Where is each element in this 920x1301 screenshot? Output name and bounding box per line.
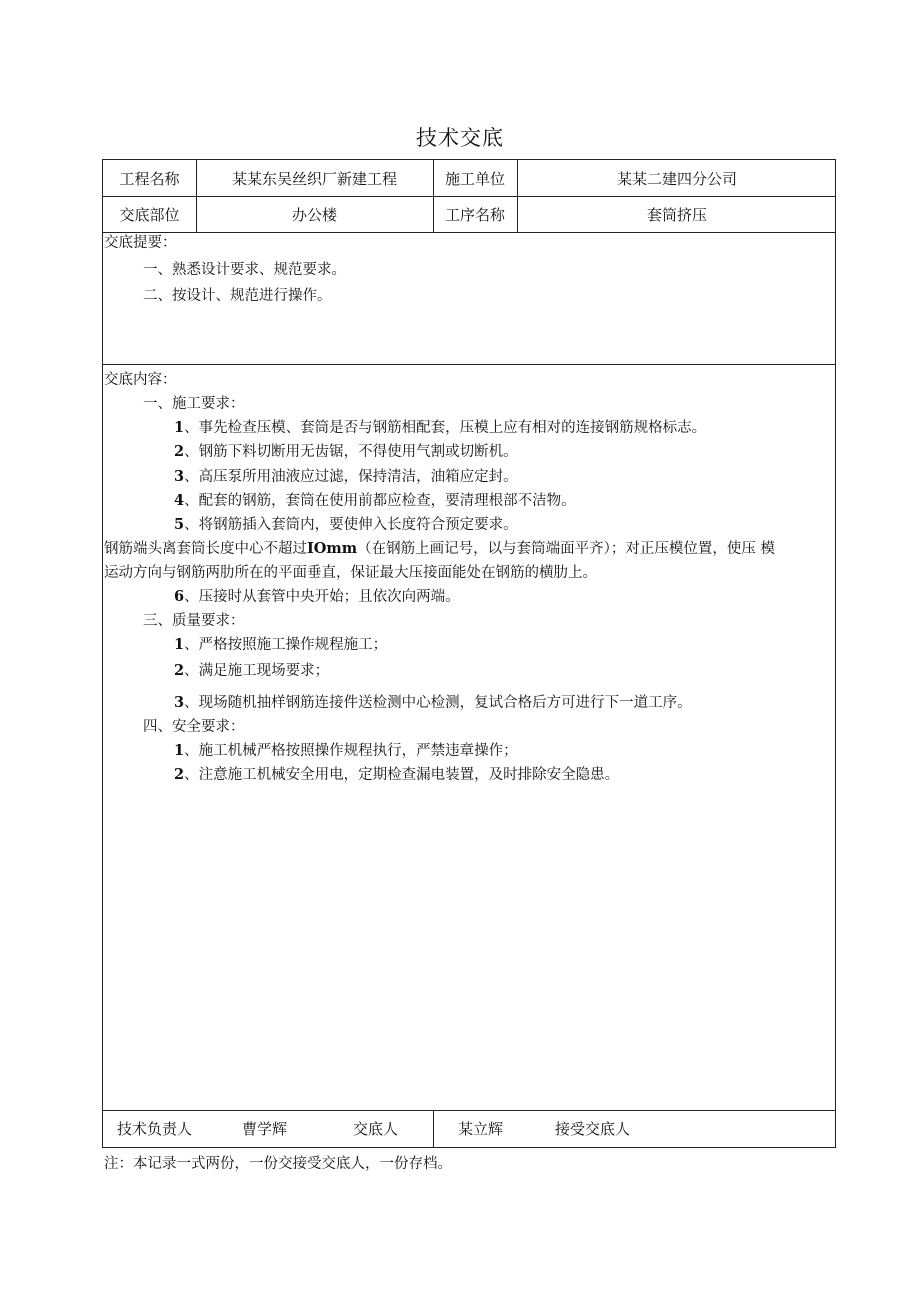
section-heading: 一、施工要求： bbox=[143, 396, 245, 412]
continuation-line: 钢筋端头离套筒长度中心不超过IOmm（在钢筋上画记号，以与套筒端面平齐）；对正压模位置，使压 模 bbox=[104, 540, 775, 557]
column-divider bbox=[433, 1110, 434, 1147]
discloser-label: 交底人 bbox=[353, 1120, 399, 1138]
tech-lead-label: 技术负责人 bbox=[117, 1120, 193, 1138]
row-divider bbox=[103, 364, 835, 365]
process-label: 工序名称 bbox=[444, 205, 505, 224]
section-heading: 三、质量要求： bbox=[143, 613, 245, 629]
receiver-label: 接受交底人 bbox=[555, 1120, 631, 1138]
disclosure-form-table bbox=[102, 159, 836, 1148]
list-item: 1、施工机械严格按照操作规程执行，严禁违章操作； bbox=[174, 742, 518, 759]
content-heading: 交底内容： bbox=[104, 372, 177, 388]
list-item: 2、注意施工机械安全用电，定期检查漏电装置，及时排除安全隐患。 bbox=[174, 766, 620, 783]
summary-heading: 交底提要： bbox=[104, 235, 177, 251]
discloser-value: 某立辉 bbox=[458, 1120, 504, 1138]
list-item: 1、严格按照施工操作规程施工； bbox=[174, 636, 388, 653]
page-title: 技术交底 bbox=[416, 126, 504, 150]
tech-lead-value: 曹学辉 bbox=[242, 1120, 288, 1138]
list-item: 5、将钢筋插入套筒内，要使伸入长度符合预定要求。 bbox=[174, 516, 518, 533]
list-item: 3、高压泵所用油液应过滤，保持清洁，油箱应定封。 bbox=[174, 468, 518, 485]
list-item: 3、现场随机抽样钢筋连接件送检测中心检测，复试合格后方可进行下一道工序。 bbox=[174, 694, 692, 711]
project-name-label: 工程名称 bbox=[119, 169, 180, 188]
section-heading: 四、安全要求： bbox=[143, 719, 245, 735]
part-label: 交底部位 bbox=[119, 205, 180, 224]
continuation-line: 运动方向与钢筋两肋所在的平面垂直，保证最大压接面能处在钢筋的横肋上。 bbox=[104, 565, 597, 581]
summary-line: 一、熟悉设计要求、规范要求。 bbox=[143, 262, 346, 278]
part-value: 办公楼 bbox=[291, 205, 337, 224]
process-value: 套筒挤压 bbox=[646, 205, 707, 224]
construction-unit-label: 施工单位 bbox=[444, 169, 505, 188]
row-divider bbox=[103, 232, 835, 233]
list-item: 1、事先检查压模、套筒是否与钢筋相配套，压模上应有相对的连接钢筋规格标志。 bbox=[174, 419, 707, 436]
list-item: 2、满足施工现场要求； bbox=[174, 662, 330, 679]
list-item: 4、配套的钢筋，套筒在使用前都应检查，要清理根部不洁物。 bbox=[174, 492, 576, 509]
summary-line: 二、按设计、规范进行操作。 bbox=[143, 288, 332, 304]
project-name-value: 某某东吴丝织厂新建工程 bbox=[231, 169, 397, 188]
construction-unit-value: 某某二建四分公司 bbox=[616, 169, 737, 188]
footnote: 注：本记录一式两份，一份交接受交底人，一份存档。 bbox=[104, 1156, 452, 1172]
list-item: 2、钢筋下料切断用无齿锯，不得使用气割或切断机。 bbox=[174, 443, 518, 460]
list-item: 6、压接时从套管中央开始；且依次向两端。 bbox=[174, 588, 460, 605]
